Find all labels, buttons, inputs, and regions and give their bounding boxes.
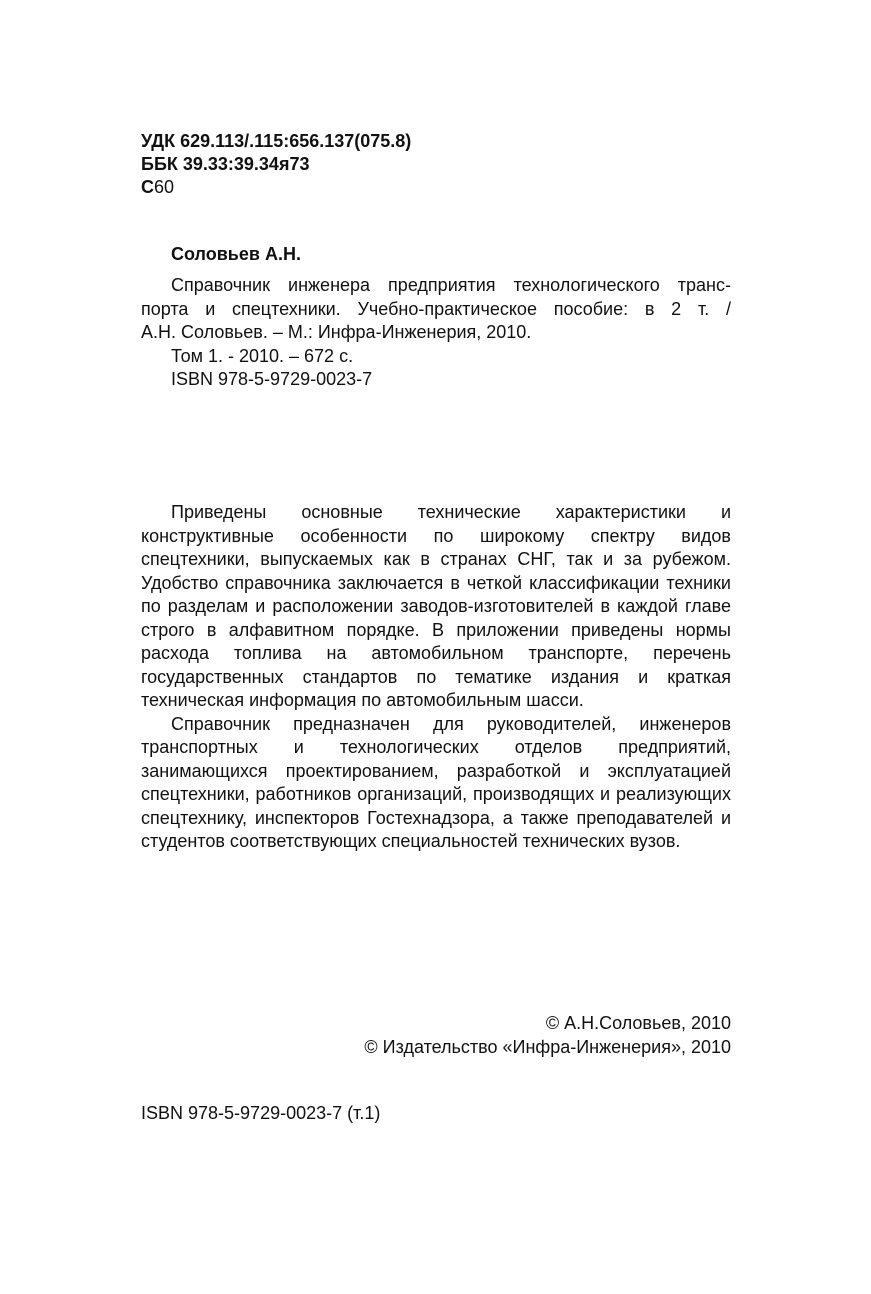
annotation-paragraph-1: Приведены основные технические характеристики и конструктивные особенности по широкому спектру видов спецтехники, выпускаемых как в странах СНГ, так и за рубежом. Удобство справочника заключается в четкой классификации техники по разделам и расположении заводов-изготовителей в каждой главе строго в алфавитном порядке. В приложении приведены нормы расхода топлива на автомобильном транспорте, перечень государственных стандартов по тематике издания и краткая техническая информация по автомобильным шасси. bbox=[141, 502, 731, 710]
author-name: Соловьев А.Н. bbox=[171, 244, 301, 264]
biblio-line-3: А.Н. Соловьев. – М.: Инфра-Инженерия, 2010. bbox=[141, 322, 532, 342]
classification-block bbox=[141, 130, 731, 199]
biblio-line-1: Справочник инженера предприятия технологического транс- bbox=[171, 275, 731, 295]
bibliographic-description bbox=[141, 274, 731, 392]
udk-code: УДК 629.113/.115:656.137(075.8) bbox=[141, 131, 412, 151]
author-mark-letter: С bbox=[141, 177, 154, 197]
bbk-code: ББК 39.33:39.34я73 bbox=[141, 154, 310, 174]
annotation bbox=[141, 501, 731, 854]
author-mark-number: 60 bbox=[154, 177, 175, 197]
annotation-paragraph-2: Справочник предназначен для руководителей, инженеров транспортных и технологических отделов предприятий, занимающихся проектированием, разработкой и эксплуатацией спецтехники, работников организаций, производящих и реализующих спецтехнику, инспекторов Гостехнадзора, а также преподавателей и студентов соответствующих специальностей технических вузов. bbox=[141, 713, 731, 851]
copyright-publisher: © Издательство «Инфра-Инженерия», 2010 bbox=[364, 1036, 731, 1057]
author-mark bbox=[141, 176, 731, 199]
isbn-volume: ISBN 978-5-9729-0023-7 (т.1) bbox=[141, 1103, 381, 1123]
copyright-author: © А.Н.Соловьев, 2010 bbox=[545, 1013, 731, 1033]
isbn-main: ISBN 978-5-9729-0023-7 bbox=[171, 369, 373, 389]
biblio-line-2: порта и спецтехники. Учебно-практическое пособие: в 2 т. / bbox=[141, 298, 731, 319]
copyright-block bbox=[141, 1012, 731, 1059]
volume-info: Том 1. - 2010. – 672 с. bbox=[171, 345, 354, 366]
